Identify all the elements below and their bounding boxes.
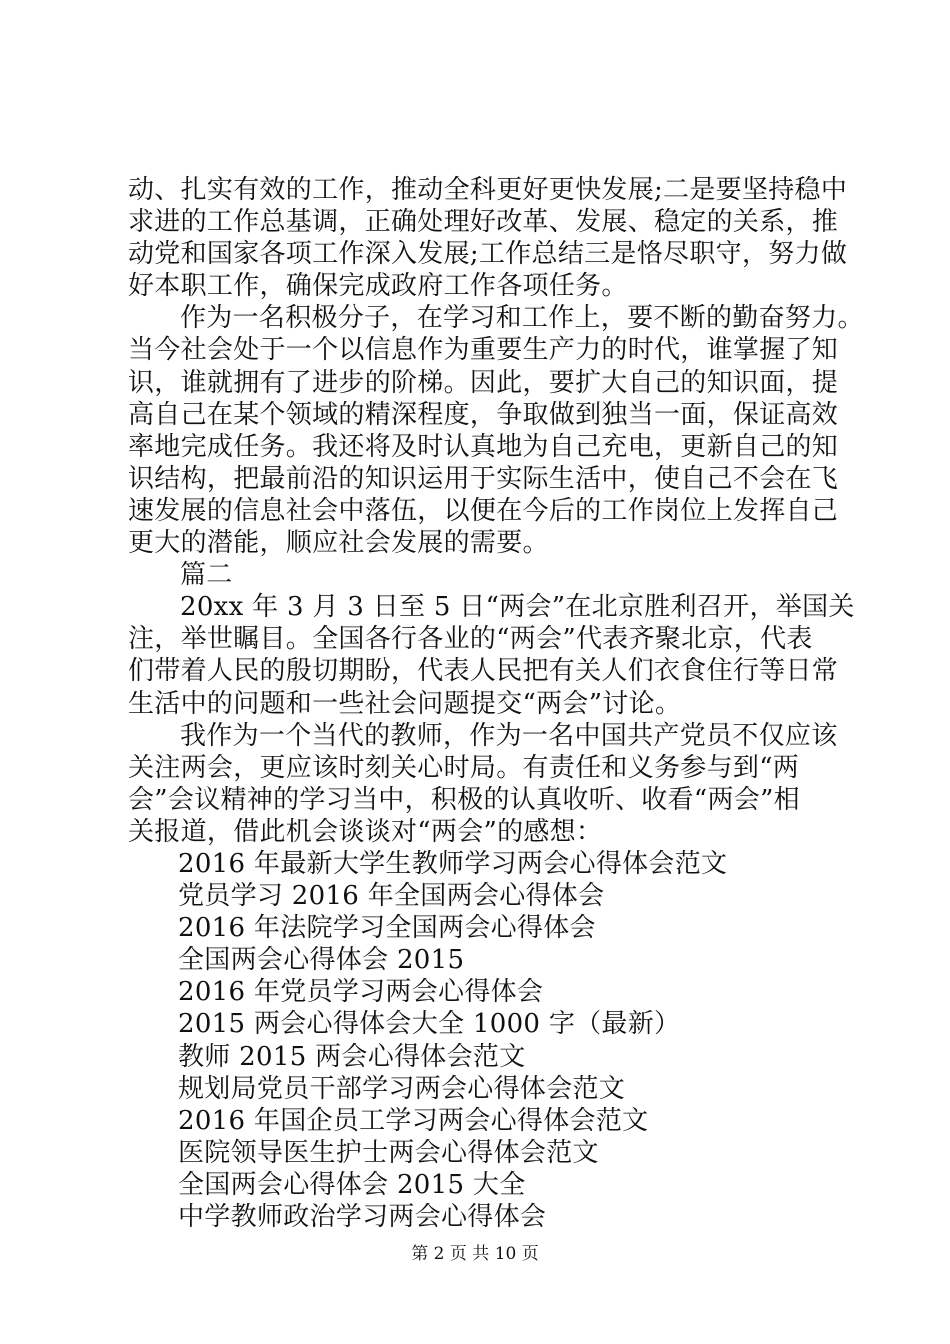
related-link[interactable]: 医院领导医生护士两会心得体会范文 [178, 1137, 599, 1168]
text-line: 高自己在某个领域的精深程度，争取做到独当一面，保证高效 [128, 399, 839, 430]
related-link[interactable]: 2016 年最新大学生教师学习两会心得体会范文 [178, 848, 728, 879]
related-link[interactable]: 2016 年党员学习两会心得体会 [178, 977, 544, 1008]
text-line: 好本职工作，确保完成政府工作各项任务。 [128, 271, 628, 302]
related-link[interactable]: 2016 年国企员工学习两会心得体会范文 [178, 1105, 649, 1136]
page-number-footer: 第 2 页 共 10 页 [411, 1244, 539, 1264]
text-line: 动、扎实有效的工作，推动全科更好更快发展;二是要坚持稳中 [128, 175, 848, 205]
text-line: 注，举世瞩目。全国各行各业的“两会”代表齐聚北京，代表 [128, 624, 813, 655]
text-line: 生活中的问题和一些社会问题提交“两会”讨论。 [128, 688, 682, 719]
text-line: 我作为一个当代的教师，作为一名中国共产党员不仅应该 [180, 720, 838, 751]
paragraph-3 [128, 591, 855, 719]
text-line: 率地完成任务。我还将及时认真地为自己充电，更新自己的知 [128, 431, 839, 462]
text-line: 识结构，把最前沿的知识运用于实际生活中，使自己不会在飞 [128, 463, 839, 494]
related-link[interactable]: 党员学习 2016 年全国两会心得体会 [178, 881, 605, 912]
related-links-list [128, 848, 848, 1233]
text-line: 求进的工作总基调，正确处理好改革、发展、稳定的关系，推 [128, 207, 839, 238]
text-line: 会”会议精神的学习当中，积极的认真收听、收看“两会”相 [128, 784, 800, 815]
section-title: 篇二 [180, 560, 233, 591]
text-line: 更大的潜能，顺应社会发展的需要。 [128, 528, 549, 559]
related-link[interactable]: 中学教师政治学习两会心得体会 [178, 1202, 547, 1232]
related-link[interactable]: 全国两会心得体会 2015 [178, 945, 465, 976]
text-line: 关报道，借此机会谈谈对“两会”的感想： [128, 816, 603, 847]
related-link[interactable]: 规划局党员干部学习两会心得体会范文 [178, 1073, 626, 1104]
text-line: 们带着人民的殷切期盼，代表人民把有关人们衣食住行等日常 [128, 656, 839, 687]
paragraph-1 [128, 174, 848, 302]
paragraph-2 [128, 302, 864, 559]
related-link[interactable]: 全国两会心得体会 2015 大全 [178, 1169, 526, 1200]
text-line: 识，谁就拥有了进步的阶梯。因此，要扩大自己的知识面，提 [128, 367, 839, 398]
related-link[interactable]: 2015 两会心得体会大全 1000 字（最新） [178, 1009, 681, 1040]
text-line: 20xx 年 3 月 3 日至 5 日“两会”在北京胜利召开，举国关 [180, 592, 855, 623]
text-line: 作为一名积极分子，在学习和工作上，要不断的勤奋努力。 [180, 303, 864, 334]
text-line: 当今社会处于一个以信息作为重要生产力的时代，谁掌握了知 [128, 335, 839, 366]
text-line: 关注两会，更应该时刻关心时局。有责任和义务参与到“两 [128, 752, 800, 783]
text-line: 速发展的信息社会中落伍，以便在今后的工作岗位上发挥自己 [128, 495, 839, 526]
related-link[interactable]: 2016 年法院学习全国两会心得体会 [178, 913, 596, 944]
paragraph-4 [128, 720, 848, 848]
related-link[interactable]: 教师 2015 两会心得体会范文 [178, 1041, 526, 1072]
text-line: 动党和国家各项工作深入发展;工作总结三是恪尽职守，努力做 [128, 239, 848, 270]
document-body [128, 174, 864, 1233]
